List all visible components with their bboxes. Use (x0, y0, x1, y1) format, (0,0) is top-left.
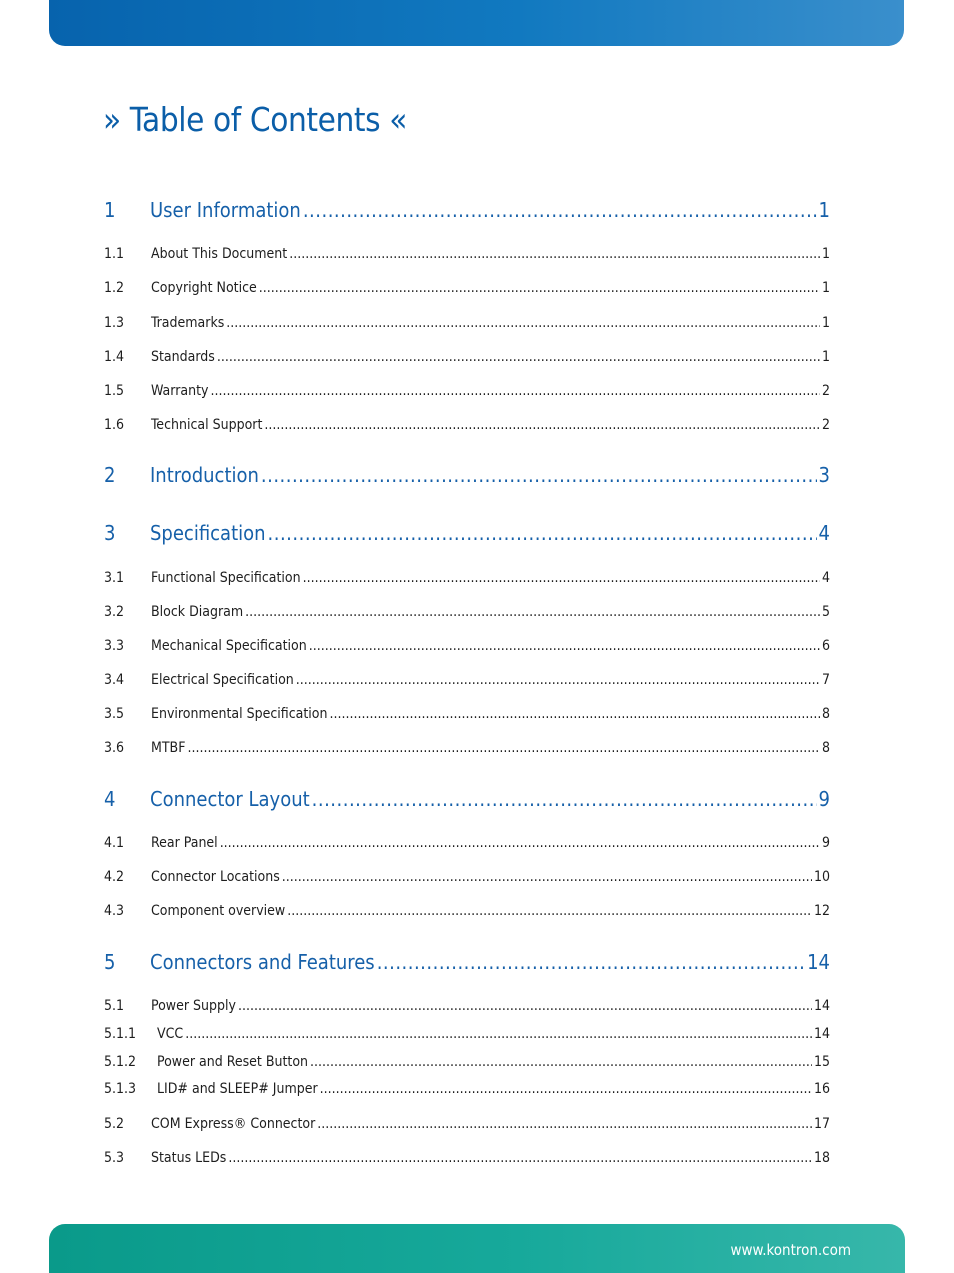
toc-leader-dots (287, 903, 812, 919)
toc-number: 4 (104, 787, 116, 811)
toc-title: Specification (150, 521, 266, 545)
toc-title: Connector Layout (150, 787, 310, 811)
toc-entry[interactable] (104, 638, 830, 657)
toc-title: User Information (150, 198, 301, 222)
toc-number: 1.5 (104, 383, 125, 399)
footer-band (49, 1224, 905, 1273)
toc-number: 5.1 (104, 998, 125, 1014)
toc-title: Standards (151, 349, 215, 365)
toc-number: 4.2 (104, 869, 125, 885)
toc-title: COM Express® Connector (151, 1116, 316, 1132)
toc-leader-dots (310, 1054, 812, 1070)
toc-page: 9 (818, 787, 830, 811)
toc-page: 1 (821, 349, 830, 365)
toc-page: 5 (821, 604, 830, 620)
toc-entry[interactable] (104, 1150, 830, 1169)
toc-entry[interactable] (104, 1116, 830, 1135)
toc-page: 1 (821, 280, 830, 296)
toc-title: Technical Support (151, 417, 263, 433)
toc-title: Block Diagram (151, 604, 244, 620)
toc-leader-dots (282, 869, 812, 885)
toc-entry[interactable] (104, 950, 830, 976)
toc-page: 14 (813, 1026, 830, 1042)
toc-page: 4 (818, 521, 830, 545)
toc-entry[interactable] (104, 604, 830, 623)
toc-leader-dots (226, 315, 820, 331)
toc-leader-dots (217, 349, 820, 365)
toc-title: Trademarks (151, 315, 225, 331)
header-band (49, 0, 904, 46)
toc-number: 1.2 (104, 280, 125, 296)
toc-entry[interactable] (104, 280, 830, 299)
toc-entry[interactable] (104, 198, 830, 224)
toc-entry[interactable] (104, 740, 830, 759)
toc-number: 3.6 (104, 740, 125, 756)
toc-leader-dots (303, 570, 820, 586)
toc-title: Mechanical Specification (151, 638, 307, 654)
toc-page: 16 (813, 1081, 830, 1097)
toc-title: Power Supply (151, 998, 236, 1014)
toc-title: Functional Specification (151, 570, 301, 586)
toc-entry[interactable] (104, 998, 830, 1017)
toc-page: 1 (821, 246, 830, 262)
toc-entry[interactable] (104, 835, 830, 854)
toc-number: 3.2 (104, 604, 125, 620)
toc-entry[interactable] (104, 1054, 830, 1073)
toc-title: LID# and SLEEP# Jumper (157, 1081, 318, 1097)
toc-number: 3.1 (104, 570, 125, 586)
toc-page: 18 (813, 1150, 830, 1166)
toc-entry[interactable] (104, 706, 830, 725)
toc-title: MTBF (151, 740, 186, 756)
toc-title: Rear Panel (151, 835, 218, 851)
toc-page: 15 (813, 1054, 830, 1070)
toc-leader-dots (317, 1116, 812, 1132)
toc-number: 5.1.3 (104, 1081, 137, 1097)
toc-leader-dots (303, 198, 817, 222)
toc-entry[interactable] (104, 521, 830, 547)
toc-entry[interactable] (104, 1026, 830, 1045)
toc-leader-dots (296, 672, 820, 688)
toc-title: Power and Reset Button (157, 1054, 309, 1070)
toc-page: 1 (821, 315, 830, 331)
toc-page: 14 (807, 950, 830, 974)
toc-page: 8 (821, 706, 830, 722)
toc-entry[interactable] (104, 903, 830, 922)
toc-title: Connectors and Features (150, 950, 375, 974)
toc-title: Connector Locations (151, 869, 280, 885)
toc-leader-dots (210, 383, 820, 399)
toc-page: 6 (821, 638, 830, 654)
toc-number: 1.3 (104, 315, 125, 331)
toc-title: Environmental Specification (151, 706, 328, 722)
toc-title: About This Document (151, 246, 288, 262)
toc-entry[interactable] (104, 672, 830, 691)
toc-page: 17 (813, 1116, 830, 1132)
toc-entry[interactable] (104, 417, 830, 436)
toc-number: 1 (104, 198, 116, 222)
toc-number: 4.3 (104, 903, 125, 919)
toc-leader-dots (259, 280, 820, 296)
toc-leader-dots (377, 950, 805, 974)
toc-page: 10 (813, 869, 830, 885)
toc-number: 5.3 (104, 1150, 125, 1166)
toc-number: 5.2 (104, 1116, 125, 1132)
toc-entry[interactable] (104, 463, 830, 489)
toc-leader-dots (329, 706, 820, 722)
toc-leader-dots (312, 787, 817, 811)
toc-leader-dots (309, 638, 820, 654)
toc-entry[interactable] (104, 349, 830, 368)
toc-page: 8 (821, 740, 830, 756)
page-title: » Table of Contents « (103, 100, 408, 139)
toc-leader-dots (220, 835, 820, 851)
toc-leader-dots (185, 1026, 812, 1042)
toc-number: 1.6 (104, 417, 125, 433)
toc-title: Status LEDs (151, 1150, 227, 1166)
toc-page: 2 (821, 417, 830, 433)
toc-number: 3 (104, 521, 116, 545)
toc-entry[interactable] (104, 787, 830, 813)
toc-entry[interactable] (104, 1081, 830, 1100)
toc-leader-dots (245, 604, 820, 620)
toc-entry[interactable] (104, 383, 830, 402)
toc-page: 4 (821, 570, 830, 586)
toc-page: 14 (813, 998, 830, 1014)
footer-url[interactable]: www.kontron.com (730, 1241, 851, 1259)
toc-number: 1.4 (104, 349, 125, 365)
toc-number: 2 (104, 463, 116, 487)
toc-page: 9 (821, 835, 830, 851)
toc-entry[interactable] (104, 570, 830, 589)
toc-leader-dots (268, 521, 817, 545)
toc-page: 12 (813, 903, 830, 919)
toc-page: 3 (818, 463, 830, 487)
toc-number: 4.1 (104, 835, 125, 851)
toc-number: 3.5 (104, 706, 125, 722)
toc-leader-dots (187, 740, 820, 756)
toc-number: 3.3 (104, 638, 125, 654)
toc-number: 5.1.1 (104, 1026, 137, 1042)
toc-number: 5.1.2 (104, 1054, 137, 1070)
toc-number: 1.1 (104, 246, 125, 262)
toc-leader-dots (320, 1081, 812, 1097)
toc-title: Electrical Specification (151, 672, 294, 688)
toc-page: 2 (821, 383, 830, 399)
toc-title: Component overview (151, 903, 286, 919)
toc-leader-dots (264, 417, 820, 433)
toc-number: 5 (104, 950, 116, 974)
toc-entry[interactable] (104, 869, 830, 888)
toc-page: 1 (818, 198, 830, 222)
toc-leader-dots (228, 1150, 812, 1166)
toc-page: 7 (821, 672, 830, 688)
toc-title: VCC (157, 1026, 184, 1042)
toc-title: Introduction (150, 463, 259, 487)
toc-entry[interactable] (104, 315, 830, 334)
toc-leader-dots (238, 998, 812, 1014)
toc-leader-dots (261, 463, 817, 487)
toc-leader-dots (289, 246, 820, 262)
toc-number: 3.4 (104, 672, 125, 688)
toc-title: Warranty (151, 383, 209, 399)
toc-entry[interactable] (104, 246, 830, 265)
toc-title: Copyright Notice (151, 280, 257, 296)
